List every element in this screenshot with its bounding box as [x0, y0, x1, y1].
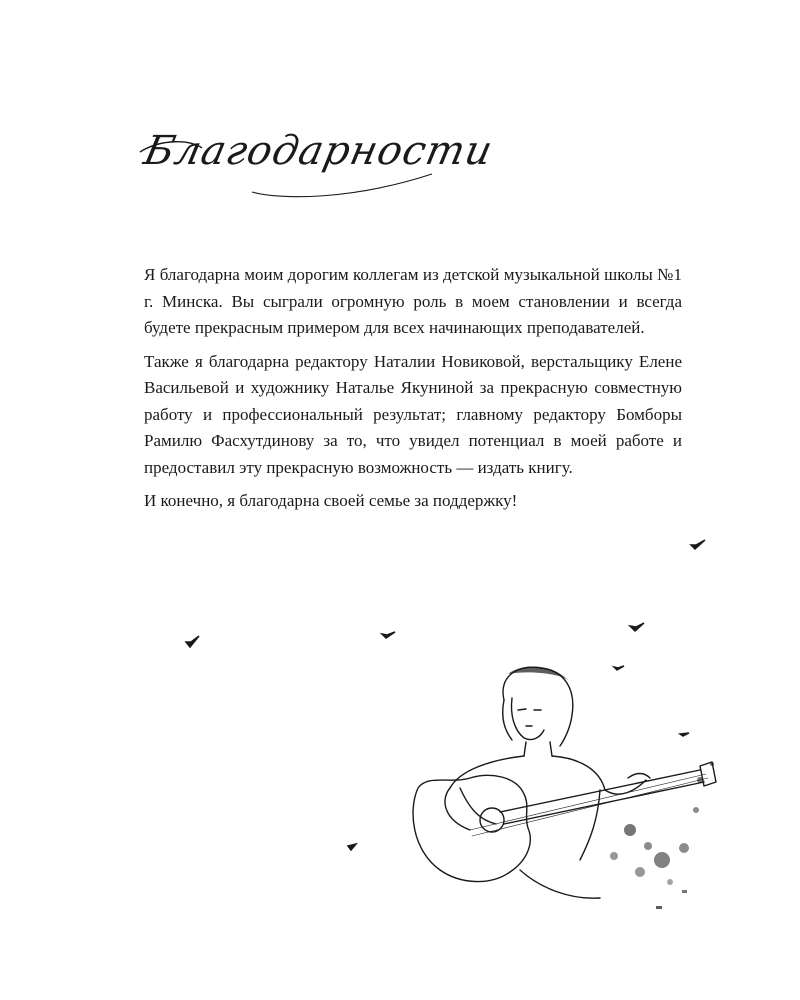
paragraph-colleagues: Я благодарна моим дорогим коллегам из детской музыкальной школы №1 г. Минска. Вы сыграли огромную роль в моем становлении и всегда будете прекрасным примером для всех начинающих преподавателей.: [144, 265, 682, 337]
bird-icon: [382, 632, 395, 638]
bird-icon: [630, 623, 644, 631]
page-title: Благодарности: [140, 128, 498, 174]
bird-icon: [186, 636, 199, 647]
paragraph-family: И конечно, я благодарна своей семье за поддержку!: [144, 491, 518, 510]
bird-icon: [348, 844, 356, 850]
paragraph-team: Также я благодарна редактору Наталии Новиковой, верстальщику Елене Васильевой и художнику Наталье Якуниной за прекрасную совместную работу и профессиональный результат; главному редактору Бомборы Рамилю Фасхутдинову за то, что увидел потенциал в моей работе и предоставил эту прекрасную возможность — издать книгу.: [144, 351, 682, 477]
girl-with-guitar-illustration: [400, 660, 730, 920]
bird-icon: [691, 540, 705, 549]
acknowledgements-text: [144, 262, 682, 522]
